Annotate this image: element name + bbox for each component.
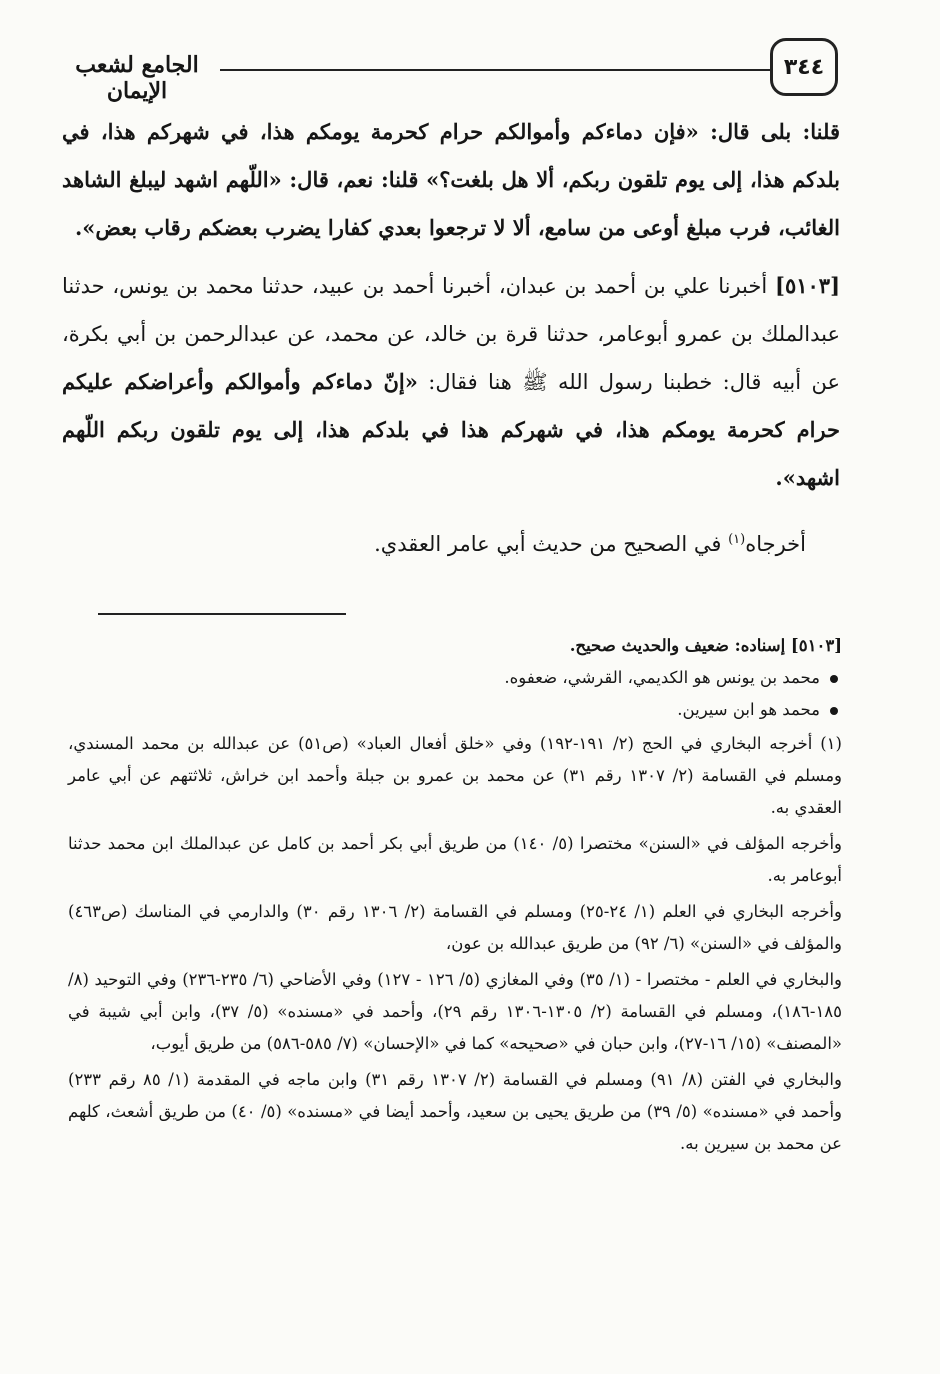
hadith-continuation: قلنا: بلى قال: «فإن دماءكم وأموالكم حرام كحرمة يومكم هذا، في شهركم هذا، في بلدكم هذا، إلى يوم تلقون ربكم، ألا هل بلغت؟» قلنا: نعم، قال: «اللّهم اشهد ليبلغ الشاهد الغائب، فرب مبلغ أوعى من سامع، ألا لا ترجعوا بعدي كفارا يضرب بعضكم رقاب بعض». [62, 119, 840, 240]
takhrij-text-a: أخرجاه [745, 532, 806, 556]
hadith-5103 [62, 262, 840, 502]
hadith-isnad: أخبرنا علي بن أحمد بن عبدان، أخبرنا أحمد بن عبيد، حدثنا محمد بن يونس، حدثنا عبدالملك بن عمرو أبوعامر، حدثنا قرة بن خالد، عن محمد، عن عبدالرحمن بن أبي بكرة، عن أبيه قال: خطبنا رسول الله ﷺ هنا فقال: [62, 274, 840, 394]
footnote-1-cont-3: والبخاري في العلم - مختصرا - (١/ ٣٥) وفي المغازي (٥/ ١٢٦ - ١٢٧) وفي الأضاحي (٦/ ٢٣٥-٢٣٦) وفي التوحيد (٨/ ١٨٥-١٨٦)، ومسلم في القسامة (٢/ ١٣٠٥-١٣٠٦ رقم ٢٩)، وأحمد في «مسنده» (٥/ ٣٧)، وابن أبي شيبة في «المصنف» (١٥/ ١٦-٢٧)، وابن حبان في «صحيحه» كما في «الإحسان» (٧/ ٥٨٥-٥٨٦) من طريق أيوب، [68, 970, 843, 1053]
main-text [62, 108, 840, 568]
footnote-separator [98, 613, 346, 615]
page-number-badge: ٣٤٤ [770, 38, 838, 96]
footnotes [68, 630, 842, 1160]
footnote-1-cont-1: وأخرجه المؤلف في «السنن» مختصرا (٥/ ١٤٠) من طريق أبي بكر أحمد بن كامل عن عبدالملك ابن محمد حدثنا أبوعامر به. [68, 834, 842, 885]
isnad-grading: [٥١٠٣] إسناده: ضعيف والحديث صحيح. [569, 636, 842, 655]
book-title: الجامع لشعب الإيمان [75, 52, 199, 104]
footnote-ref-1[interactable]: (١) [728, 532, 746, 547]
page-header [58, 38, 838, 104]
hadith-number: [٥١٠٣] [775, 273, 840, 298]
footnote-1-cont-4: والبخاري في الفتن (٨/ ٩١) ومسلم في القسامة (٢/ ١٣٠٧ رقم ٣١) وابن ماجه في المقدمة (١/ ٨٥ رقم ٢٣٣) وأحمد في «مسنده» (٥/ ٣٩) من طريق يحيى بن سعيد، وأحمد أيضا في «مسنده» (٥/ ٤٠) من طريق أشعث، كلهم عن محمد بن سيرين به. [68, 1070, 842, 1153]
footnote-1: (١) أخرجه البخاري في الحج (٢/ ١٩١-١٩٢) وفي «خلق أفعال العباد» (ص٥١) عن عبدالله بن محمد المسندي، ومسلم في القسامة (٢/ ١٣٠٧ رقم ٣١) عن محمد بن عمرو بن جبلة وأحمد ابن خراش، ثلاثتهم عن أبي عامر العقدي به. [68, 734, 843, 817]
narrator-note-2: محمد هو ابن سيرين. [68, 694, 842, 726]
footnote-1-cont-2: وأخرجه البخاري في العلم (١/ ٢٤-٢٥) ومسلم في القسامة (٢/ ١٣٠٦ رقم ٣٠) والدارمي في المناسك (ص٤٦٣) والمؤلف في «السنن» (٦/ ٩٢) من طريق عبدالله بن عون، [68, 902, 842, 953]
narrator-note-1: محمد بن يونس هو الكديمي، القرشي، ضعفوه. [68, 662, 842, 694]
takhrij-text-b: في الصحيح من حديث أبي عامر العقدي. [374, 532, 729, 556]
takhrij-line [62, 516, 840, 568]
hadith-matn: «إنّ دماءكم وأموالكم وأعراضكم عليكم حرام كحرمة يومكم هذا، في شهركم هذا في بلدكم هذا، إلى يوم تلقون ربكم اللّهم اشهد». [62, 369, 840, 490]
header-rule [220, 69, 770, 71]
